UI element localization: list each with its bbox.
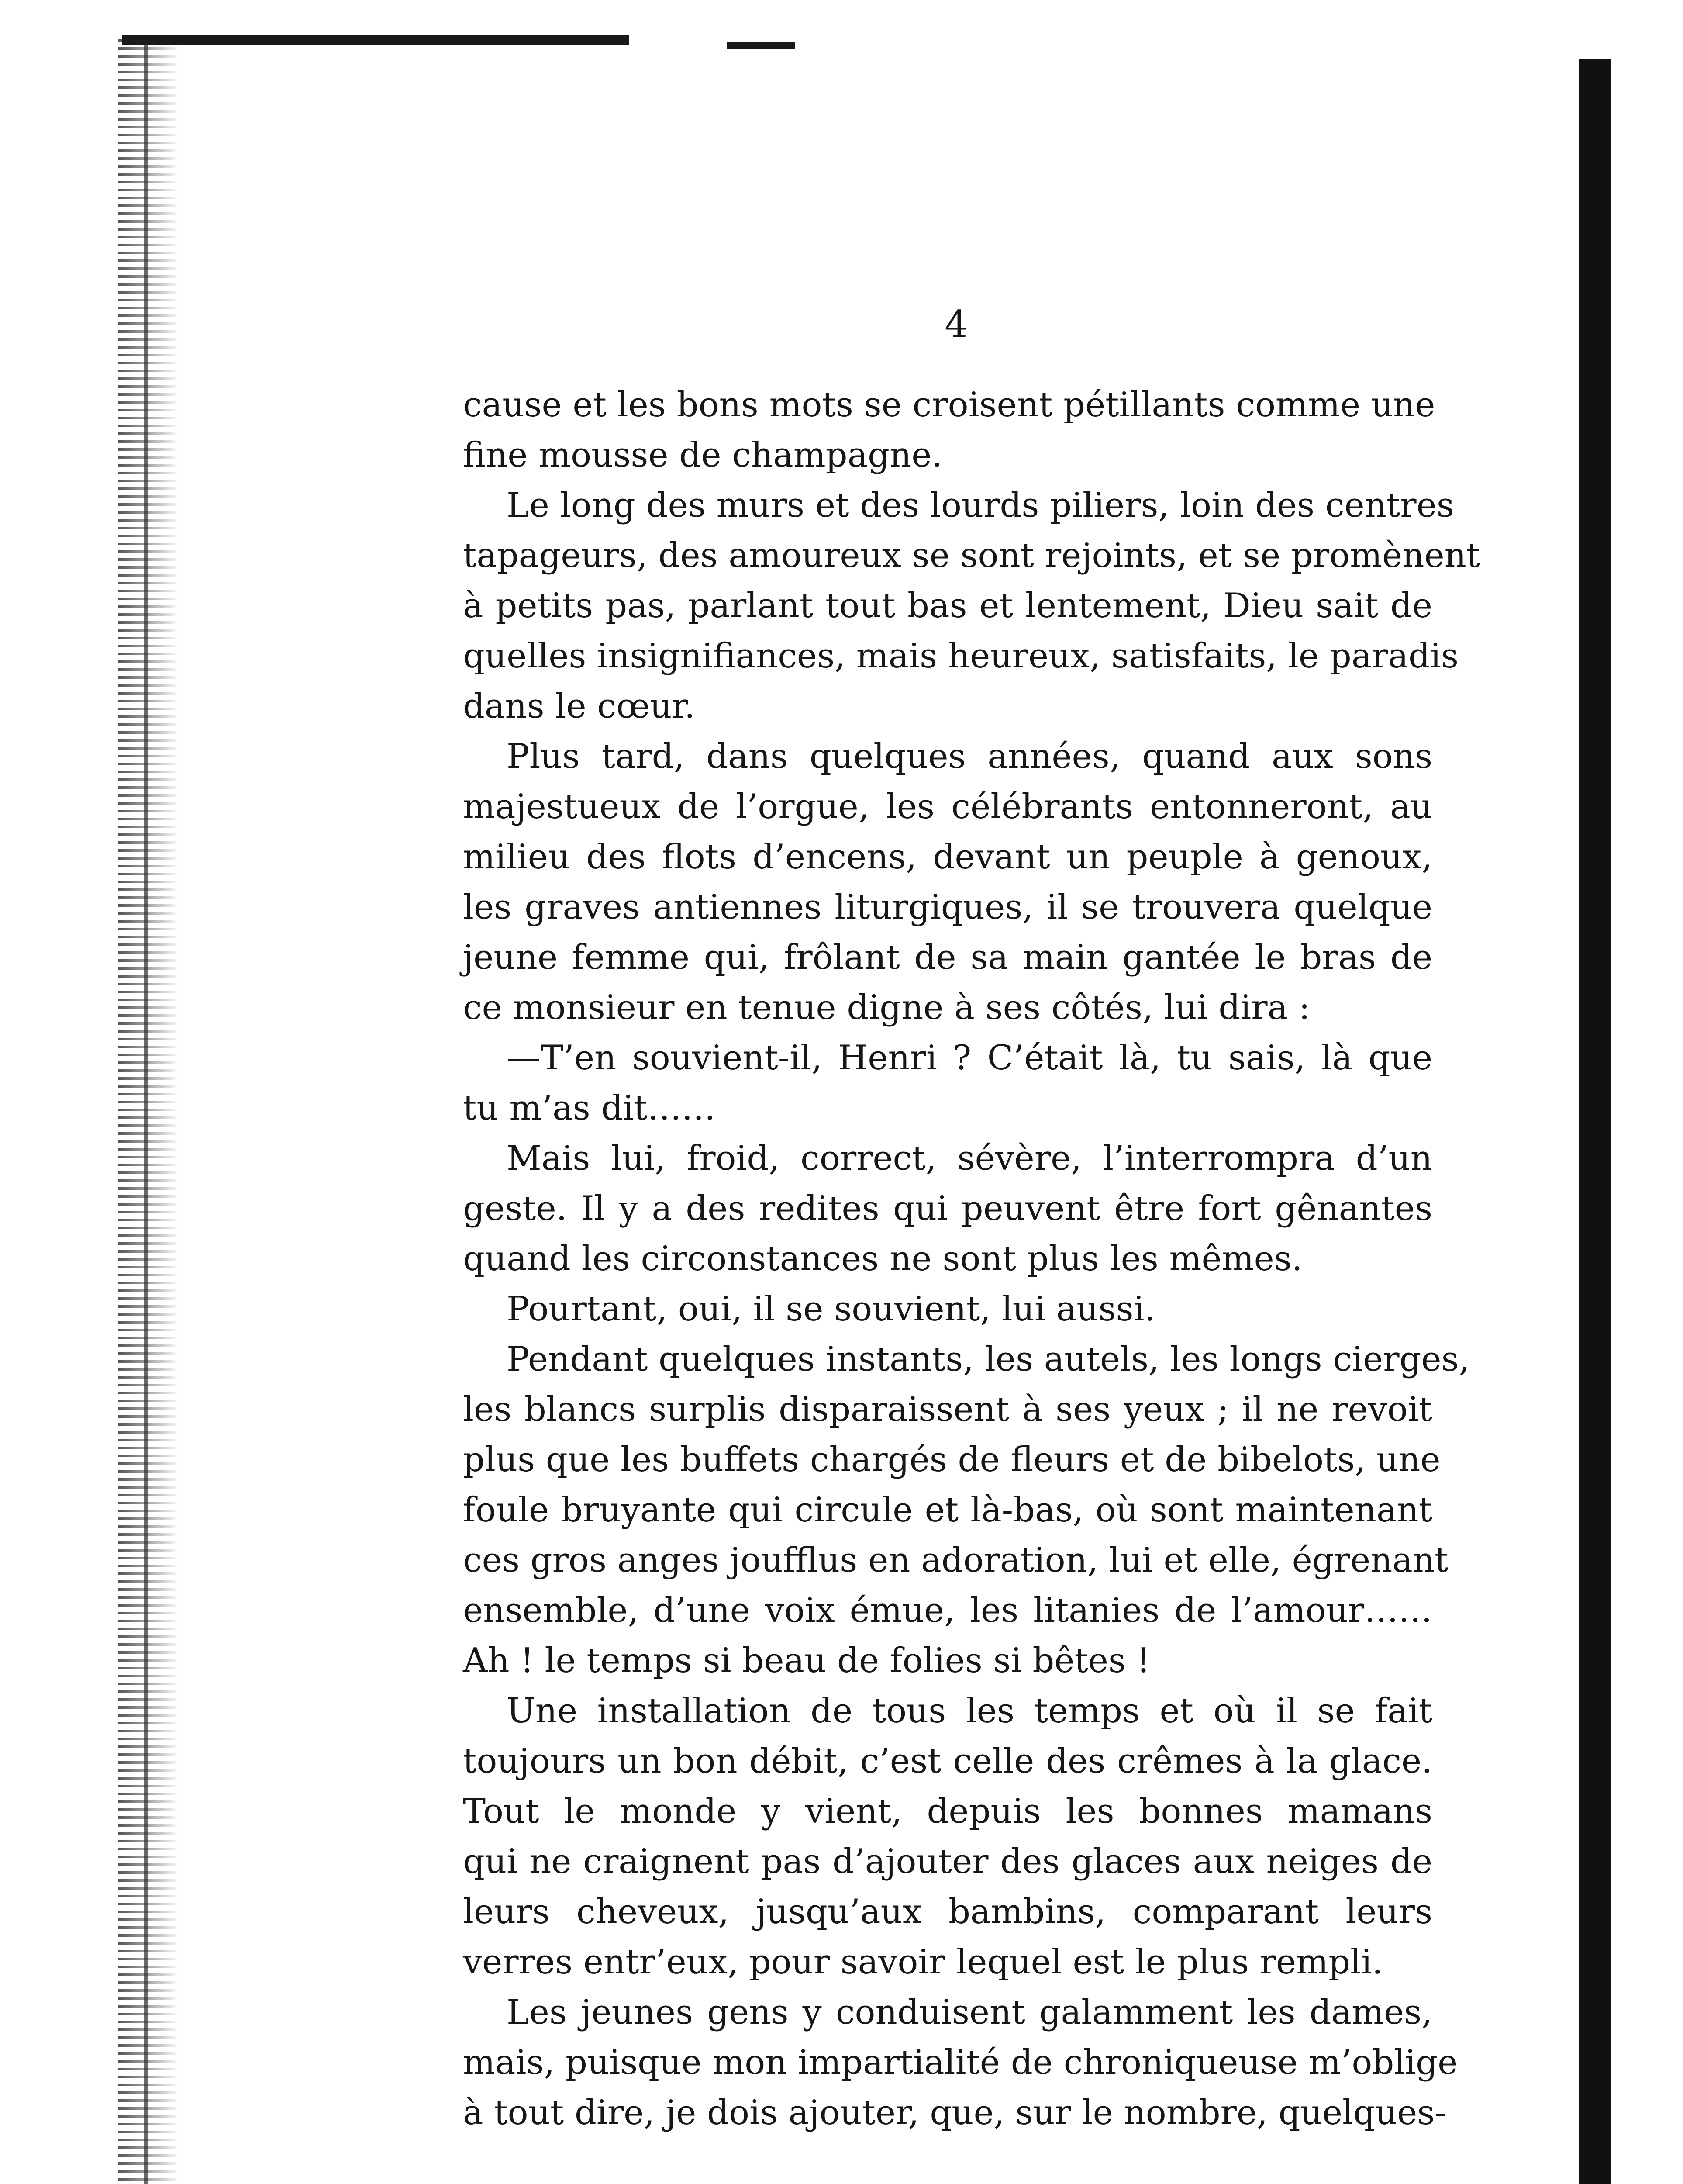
text-line: leurs cheveux, jusqu’aux bambins, comparant leurs: [463, 1892, 1432, 1932]
scan-top-mark-artifact: [727, 42, 795, 49]
page-body-text: [463, 380, 1480, 2138]
text-line: jeune femme qui, frôlant de sa main gantée le bras de: [463, 938, 1432, 977]
text-line: Pourtant, oui, il se souvient, lui aussi.: [507, 1289, 1155, 1329]
text-line: à tout dire, je dois ajouter, que, sur le nombre, quelques-: [463, 2093, 1446, 2132]
page-number: 4: [945, 303, 968, 346]
text-line: à petits pas, parlant tout bas et lentement, Dieu sait de: [463, 586, 1432, 625]
text-line: Mais lui, froid, correct, sévère, l’interrompra d’un: [507, 1139, 1432, 1178]
text-line: Ah ! le temps si beau de folies si bêtes !: [463, 1641, 1151, 1680]
text-line: fine mousse de champagne.: [463, 435, 943, 475]
text-line: geste. Il y a des redites qui peuvent être fort gênantes: [463, 1189, 1432, 1228]
text-line: foule bruyante qui circule et là-bas, où sont maintenant: [463, 1490, 1432, 1530]
text-line: les blancs surplis disparaissent à ses yeux ; il ne revoit: [463, 1390, 1432, 1429]
text-line: tu m’as dit……: [463, 1089, 716, 1128]
text-line: ces gros anges joufflus en adoration, lui et elle, égrenant: [463, 1541, 1448, 1580]
text-line: —T’en souvient-il, Henri ? C’était là, tu sais, là que: [507, 1038, 1432, 1078]
text-line: ensemble, d’une voix émue, les litanies de l’amour……: [463, 1591, 1432, 1630]
text-line: Les jeunes gens y conduisent galamment les dames,: [507, 1993, 1432, 2032]
text-line: milieu des flots d’encens, devant un peuple à genoux,: [463, 837, 1432, 877]
text-line: Tout le monde y vient, depuis les bonnes mamans: [463, 1792, 1432, 1831]
text-line: tapageurs, des amoureux se sont rejoints, et se promènent: [463, 536, 1480, 575]
scan-left-line-artifact: [144, 44, 148, 2184]
text-line: Plus tard, dans quelques années, quand aux sons: [507, 737, 1432, 776]
text-line: toujours un bon débit, c’est celle des crêmes à la glace.: [463, 1742, 1432, 1781]
text-line: verres entr’eux, pour savoir lequel est le plus rempli.: [463, 1942, 1383, 1982]
text-line: Le long des murs et des lourds piliers, loin des centres: [507, 486, 1454, 525]
text-line: majestueux de l’orgue, les célébrants entonneront, au: [463, 787, 1432, 826]
text-line: les graves antiennes liturgiques, il se trouvera quelque: [463, 888, 1432, 927]
text-line: Pendant quelques instants, les autels, les longs cierges,: [507, 1340, 1470, 1379]
text-line: cause et les bons mots se croisent pétillants comme une: [463, 385, 1435, 425]
text-line: quand les circonstances ne sont plus les mêmes.: [463, 1239, 1303, 1279]
text-line: mais, puisque mon impartialité de chroniqueuse m’oblige: [463, 2043, 1458, 2082]
text-line: dans le cœur.: [463, 687, 695, 726]
text-line: Une installation de tous les temps et où il se fait: [507, 1691, 1432, 1731]
text-line: quelles insignifiances, mais heureux, satisfaits, le paradis: [463, 636, 1459, 676]
scan-right-edge-bar: [1579, 59, 1611, 2184]
text-line: plus que les buffets chargés de fleurs et de bibelots, une: [463, 1440, 1441, 1479]
scan-top-edge-artifact: [122, 35, 629, 45]
text-line: ce monsieur en tenue digne à ses côtés, lui dira :: [463, 988, 1311, 1027]
text-line: qui ne craignent pas d’ajouter des glaces aux neiges de: [463, 1842, 1432, 1881]
